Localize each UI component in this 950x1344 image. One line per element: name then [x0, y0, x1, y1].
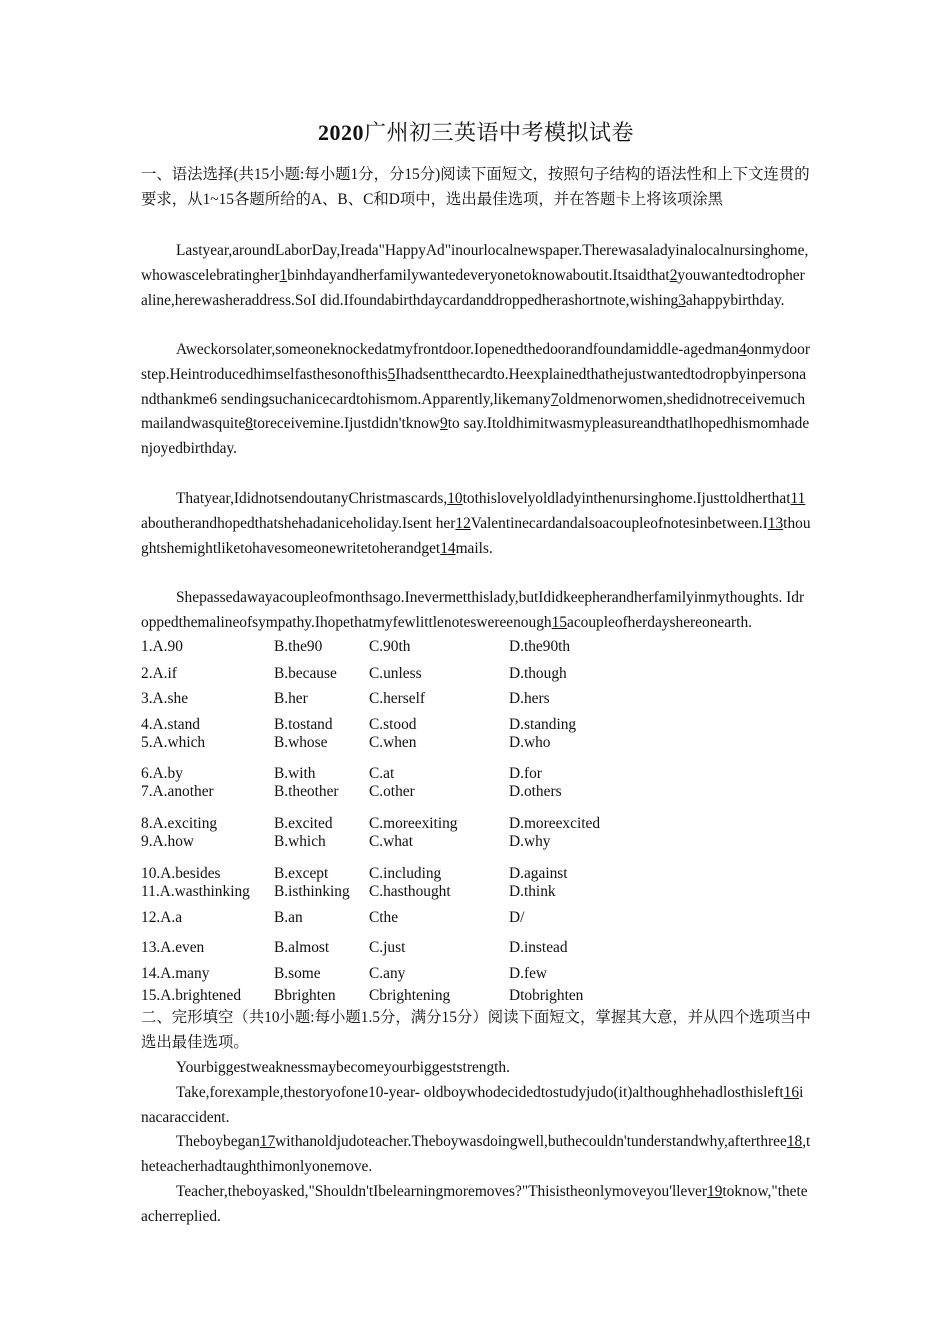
option-d: D/ [509, 909, 525, 926]
section2-paragraph-4 [141, 1180, 811, 1230]
blank-number: 5 [387, 365, 396, 383]
option-c: C.herself [369, 690, 425, 707]
option-a: 15.A.brightened [141, 987, 242, 1004]
option-row [141, 782, 811, 802]
passage-text: to say.Itoldhimitwasmypleasureandthatlhopedhismomhadenjoyedbirthday. [141, 415, 810, 458]
blank-number: 14 [440, 539, 456, 557]
section1-heading: 一、语法选择(共15小题:每小题1分，分15分)阅读下面短文，按照句子结构的语法性和上下文连贯的要求，从1~15各题所给的A、B、C和D项中，选出最佳选项，并在答题卡上将该项涂黑 [141, 166, 810, 208]
option-b: B.an [274, 909, 303, 926]
blank-number: 19 [707, 1183, 723, 1200]
option-d: D.moreexcited [509, 815, 601, 832]
passage-text: Lastyear,aroundLaborDay,Ireada"HappyAd"inourlocalnewspaper.Therewasaladyinalocalnursinghome,whowascelebratingher [141, 242, 809, 284]
passage-text: mails. [455, 539, 493, 557]
option-c: Cthe [369, 909, 399, 926]
passage-text: binhdayandherfamilywantedeveryonetoknowaboutit.Itsaidthat [287, 266, 670, 284]
blank-number: 16 [783, 1084, 800, 1101]
section1-paragraph-2 [141, 338, 811, 462]
option-a: 3.A.she [141, 690, 189, 707]
section1-paragraph-1 [141, 239, 811, 313]
section2-paragraph-2 [141, 1081, 811, 1131]
blank-number: 15 [551, 613, 567, 631]
option-a: 2.A.if [141, 665, 177, 682]
option-row [141, 689, 811, 709]
option-c: C.other [369, 783, 415, 800]
option-row [141, 814, 811, 834]
passage-text: Valentinecardandalsoacoupleofnotesinbetween.I [470, 514, 768, 532]
option-a: 13.A.even [141, 939, 205, 956]
option-a: 1.A.90 [141, 638, 183, 655]
option-a: 12.A.a [141, 909, 183, 926]
option-d: D.few [509, 965, 548, 982]
option-row [141, 964, 811, 984]
option-b: B.excited [274, 815, 333, 832]
option-d: D.against [509, 865, 568, 882]
section1-paragraph-3 [141, 487, 811, 561]
option-c: Cbrightening [369, 987, 451, 1004]
option-b: B.with [274, 765, 316, 782]
passage-text: youwantedtodropheraline,herewasheraddress.SoI did.Ifoundabirthdaycardanddroppedherashortnote,wishing [141, 266, 805, 309]
option-d: D.hers [509, 690, 550, 707]
option-a: 14.A.many [141, 965, 210, 982]
option-d: D.why [509, 833, 551, 850]
option-b: B.whose [274, 734, 328, 751]
option-row [141, 664, 811, 684]
option-d: D.who [509, 734, 551, 751]
option-c: C.any [369, 965, 406, 982]
option-b: Bbrighten [274, 987, 336, 1004]
title-year: 2020 [317, 120, 364, 145]
option-row [141, 986, 811, 1006]
passage-text: toreceivemine.Ijustdidn'tknow [253, 415, 440, 433]
blank-number: 7 [550, 390, 559, 408]
option-row [141, 908, 811, 928]
blank-number: 2 [669, 266, 678, 284]
option-c: C.90th [369, 638, 411, 655]
section2-paragraph-3 [141, 1130, 811, 1180]
passage-text: Yourbiggestweaknessmaybecomeyourbiggeststrength. [176, 1059, 510, 1076]
option-c: C.when [369, 734, 417, 751]
passage-text: withanoldjudoteacher.Theboywasdoingwell,buthecouldn'tunderstandwhy,afterthree [275, 1133, 787, 1150]
option-c: C.at [369, 765, 395, 782]
option-row [141, 832, 811, 852]
option-b: B.isthinking [274, 883, 350, 900]
option-a: 6.A.by [141, 765, 183, 782]
title-text: 广州初三英语中考模拟试卷 [363, 120, 634, 145]
option-c: C.stood [369, 716, 417, 733]
option-row [141, 864, 811, 884]
passage-text: acoupleofherdayshereonearth. [566, 613, 753, 631]
passage-text: ahappybirthday. [685, 291, 785, 309]
blank-number: 12 [455, 514, 471, 532]
option-b: B.tostand [274, 716, 333, 733]
option-b: B.except [274, 865, 329, 882]
passage-text: Teacher,theboyasked,"Shouldn'tIbelearningmoremoves?"Thisistheonlymoveyou'llever [176, 1183, 707, 1200]
page-title [141, 116, 811, 150]
passage-text: thoughtshemightliketohavesomeonewritetoherandget [141, 514, 811, 557]
passage-text: aboutherandhopedthatshehadaniceholiday.Isent her [141, 514, 456, 532]
option-a: 8.A.exciting [141, 815, 218, 832]
option-d: D.though [509, 665, 567, 682]
blank-number: 1 [279, 266, 288, 284]
passage-text: tothislovelyoldladyinthenursinghome.Ijusttoldherthat [462, 490, 791, 507]
option-b: B.which [274, 833, 326, 850]
blank-number: 9 [440, 415, 448, 433]
passage-text: inacaraccident. [141, 1084, 804, 1126]
passage-text: Aweckorsolater,someoneknockedatmyfrontdoor.Iopenedthedoorandfoundamiddle-agedman [176, 341, 739, 358]
option-c: C.what [369, 833, 414, 850]
blank-number: 13 [767, 514, 784, 532]
passage-text: Shepassedawayacoupleofmonthsago.Inevermetthislady,butIdidkeepherandherfamilyinmythoughts. Idroppedthemalineofsympathy.Ihopethatmyfewlittlenoteswereenough [141, 589, 805, 631]
passage-text: Ihadsentthecardto.Heexplainedthathejustwantedtodropbyinpersonandthankme6 sendingsuchanicecardtohismom.Apparently,likemany [141, 365, 807, 408]
option-b: B.some [274, 965, 321, 982]
blank-number: 8 [245, 415, 253, 433]
passage-text: oldmenorwomen,shedidnotreceivemuchmailandwasquite [141, 390, 806, 433]
blank-number: 11 [790, 490, 806, 507]
option-b: B.because [274, 665, 337, 682]
option-d: D.think [509, 883, 556, 900]
passage-text: Thatyear,IdidnotsendoutanyChristmascards, [176, 490, 448, 507]
blank-number: 10 [447, 490, 463, 507]
option-row [141, 733, 811, 753]
option-b: B.her [274, 690, 308, 707]
option-b: B.almost [274, 939, 330, 956]
option-a: 10.A.besides [141, 865, 221, 882]
option-d: D.for [509, 765, 542, 782]
option-c: C.hasthought [369, 883, 451, 900]
option-a: 4.A.stand [141, 716, 200, 733]
blank-number: 18 [786, 1133, 803, 1150]
passage-text: ,theteacherhadtaughthimonlyonemove. [141, 1133, 811, 1175]
option-d: Dtobrighten [509, 987, 584, 1004]
blank-number: 17 [259, 1133, 276, 1150]
option-d: D.standing [509, 716, 577, 733]
option-row [141, 938, 811, 958]
section1-paragraph-4 [141, 586, 811, 636]
option-row [141, 637, 811, 657]
option-d: D.the90th [509, 638, 571, 655]
option-b: B.theother [274, 783, 339, 800]
option-c: C.moreexiting [369, 815, 458, 832]
blank-number: 3 [678, 291, 686, 309]
option-row [141, 764, 811, 784]
blank-number: 4 [738, 341, 747, 358]
option-a: 5.A.which [141, 734, 206, 751]
option-row [141, 882, 811, 902]
option-c: C.unless [369, 665, 422, 682]
passage-text: Take,forexample,thestoryofone10-year- oldboywhodecidedtostudyjudo(it)althoughhehadlosthisleft [176, 1084, 784, 1101]
option-a: 9.A.how [141, 833, 195, 850]
section2-heading: 二、完形填空（共10小题:每小题1.5分，满分15分）阅读下面短文，掌握其大意，并从四个选项当中选出最佳选项。 [141, 1009, 811, 1051]
option-c: C.just [369, 939, 406, 956]
option-c: C.including [369, 865, 442, 882]
option-row [141, 715, 811, 735]
section2-paragraph-1 [141, 1056, 811, 1081]
option-b: B.the90 [274, 638, 323, 655]
option-a: 7.A.another [141, 783, 214, 800]
option-a: 11.A.wasthinking [141, 883, 250, 900]
passage-text: toknow,"theteacherreplied. [141, 1183, 808, 1225]
passage-text: onmydoorstep.Heintroducedhimselfasthesonofthis [141, 341, 810, 383]
passage-text: Theboybegan [176, 1133, 260, 1150]
option-d: D.instead [509, 939, 568, 956]
option-d: D.others [509, 783, 562, 800]
